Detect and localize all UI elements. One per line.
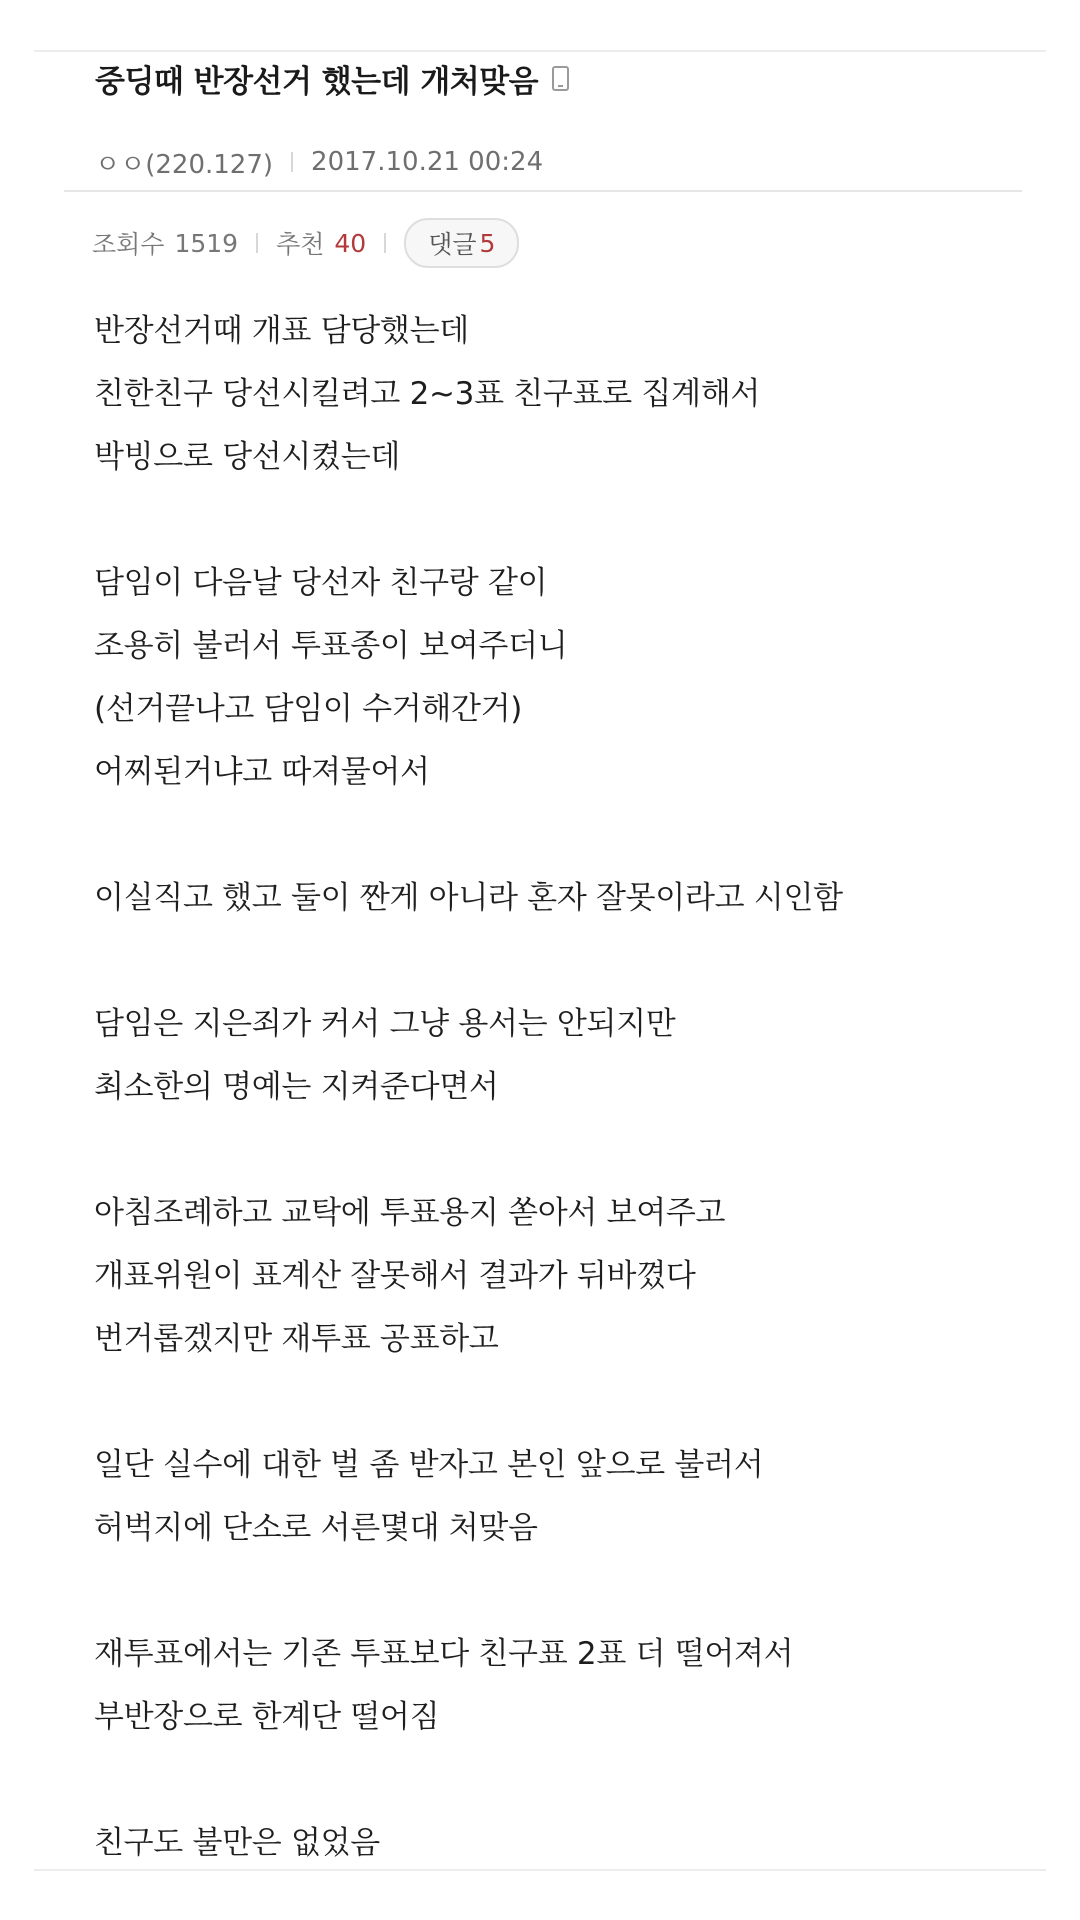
post-header [95,52,1025,182]
body-line: 어찌된거냐고 따져물어서 [94,754,430,790]
stats-separator [256,233,258,253]
body-line: 재투표에서는 기존 투표보다 친구표 2표 더 떨어져서 [94,1636,794,1672]
blank-line [94,1749,1024,1812]
mobile-phone-icon [552,66,569,91]
author-name[interactable]: ㅇㅇ(220.127) [95,149,274,180]
body-line: 부반장으로 한계단 떨어짐 [94,1699,440,1735]
body-line: 아침조례하고 교탁에 투표용지 쏟아서 보여주고 [94,1195,726,1231]
body-line: 담임이 다음날 당선자 친구랑 같이 [94,565,548,601]
blank-line [94,1119,1024,1182]
blank-line [94,930,1024,993]
meta-separator [291,152,293,172]
post-datetime: 2017.10.21 00:24 [311,147,544,177]
recommend-count: 40 [334,228,367,258]
recommend-label: 추천 [276,230,325,259]
title-row [95,52,1025,104]
stats-separator [384,233,386,253]
body-line: (선거끝나고 담임이 수거해간거) [94,691,523,727]
blank-line [94,1560,1024,1623]
body-line: 반장선거때 개표 담당했는데 [94,313,469,349]
views-count: 1519 [174,228,239,258]
comments-count: 5 [479,228,496,258]
post-title: 중딩때 반장선거 했는데 개처맞음 [95,63,539,100]
post-body [94,300,1024,1875]
blank-line [94,489,1024,552]
bottom-divider [34,1869,1046,1871]
body-line: 조용히 불러서 투표종이 보여주더니 [94,628,568,664]
views-label: 조회수 [92,230,165,259]
body-line: 담임은 지은죄가 커서 그냥 용서는 안되지만 [94,1006,676,1042]
body-line: 최소한의 명예는 지켜준다면서 [94,1069,499,1105]
body-line: 친한친구 당선시킬려고 2~3표 친구표로 집계해서 [94,376,761,412]
body-line: 번거롭겠지만 재투표 공표하고 [94,1321,499,1357]
comments-button[interactable] [404,218,519,268]
body-line: 박빙으로 당선시켰는데 [94,439,401,475]
header-divider [64,190,1022,192]
body-line: 허벅지에 단소로 서른몇대 처맞음 [94,1510,538,1546]
blank-line [94,804,1024,867]
body-line: 친구도 불만은 없었음 [94,1825,380,1861]
body-line: 일단 실수에 대한 벌 좀 받자고 본인 앞으로 불러서 [94,1447,764,1483]
post-meta [95,142,1025,182]
blank-line [94,1371,1024,1434]
body-line: 개표위원이 표계산 잘못해서 결과가 뒤바꼈다 [94,1258,696,1294]
body-line: 이실직고 했고 둘이 짠게 아니라 혼자 잘못이라고 시인함 [94,880,843,916]
comments-label: 댓글 [428,230,477,259]
post-stats [92,218,519,268]
